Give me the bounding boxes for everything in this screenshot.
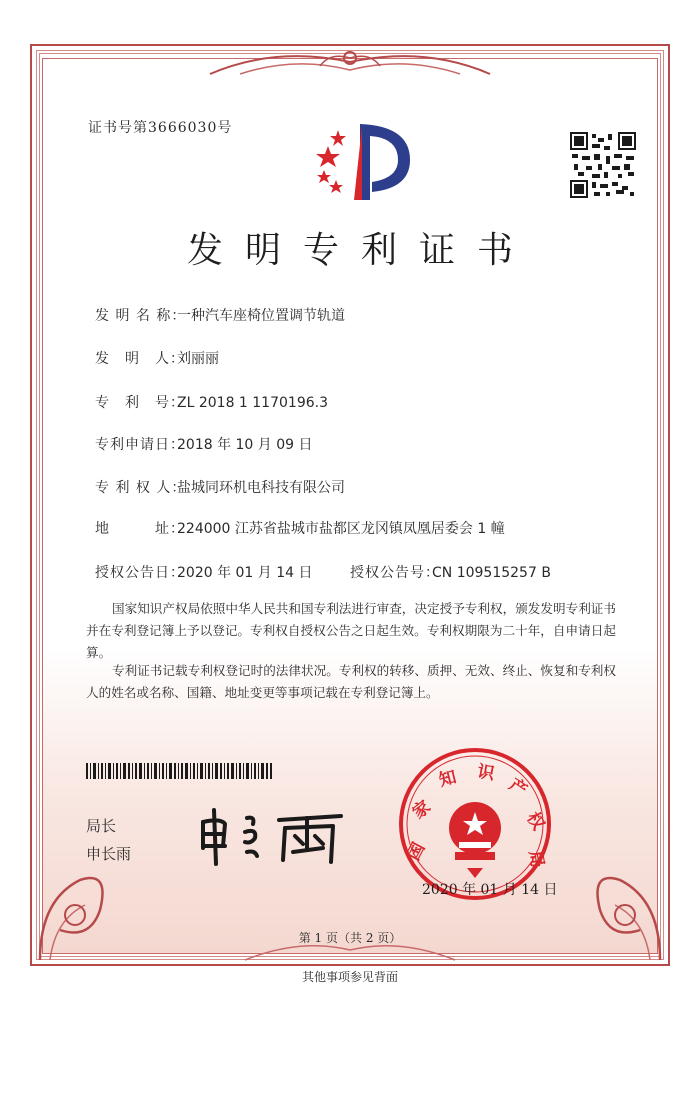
svg-text:权: 权 [522, 808, 549, 834]
field-label: 授权公告日： [95, 565, 185, 581]
field-label: 发 明 人： [95, 351, 185, 367]
field-value: 2020 年 01 月 14 日 [177, 565, 313, 581]
director-title: 局长 [86, 817, 117, 835]
field-value: 一种汽车座椅位置调节轨道 [177, 308, 345, 324]
field-label: 专 利 号： [95, 395, 185, 411]
field-patent-number [95, 392, 328, 412]
paragraph: 国家知识产权局依照中华人民共和国专利法进行审查，决定授予专利权，颁发发明专利证书并在专利登记簿上予以登记。专利权自授权公告之日起生效。专利权期限为二十年，自申请日起算。 [86, 601, 616, 660]
field-address [95, 518, 505, 538]
certificate-number: 证书号第3666030号 [88, 120, 233, 136]
qr-code-icon [570, 132, 636, 198]
svg-text:知: 知 [437, 767, 459, 791]
field-grant-number [350, 562, 551, 582]
field-label: 专 利 权 人： [95, 480, 187, 496]
field-invention-name [95, 305, 345, 325]
field-value: 2018 年 10 月 09 日 [177, 437, 313, 453]
top-ornament [200, 44, 500, 84]
patent-office-logo-icon [310, 116, 420, 202]
field-value: 224000 江苏省盐城市盐都区龙冈镇凤凰居委会 1 幢 [177, 521, 505, 537]
svg-text:局: 局 [524, 849, 548, 870]
field-label: 地 址： [95, 521, 185, 537]
svg-text:国: 国 [403, 839, 430, 864]
field-value: ZL 2018 1 1170196.3 [177, 395, 328, 411]
seal-date: 2020 年 01 月 14 日 [422, 882, 558, 898]
legal-status-note [86, 660, 616, 704]
bottom-right-ornament [580, 860, 670, 970]
field-patentee [95, 477, 345, 497]
field-value: CN 109515257 B [432, 565, 551, 581]
svg-text:产: 产 [505, 774, 531, 801]
field-label: 专利申请日： [95, 437, 185, 453]
field-grant-date [95, 562, 313, 582]
field-label: 发 明 名 称： [95, 308, 187, 324]
grant-statement [86, 598, 616, 664]
back-note: 其他事项参见背面 [301, 970, 398, 984]
director-name: 申长雨 [86, 845, 132, 863]
certificate-title: 发明专利证书 [186, 230, 535, 271]
field-value: 盐城同环机电科技有限公司 [177, 480, 345, 496]
field-value: 刘丽丽 [177, 351, 219, 367]
field-filing-date [95, 434, 313, 454]
svg-text:家: 家 [409, 796, 435, 824]
bottom-left-ornament [30, 860, 120, 970]
svg-text:识: 识 [475, 761, 496, 785]
paragraph: 专利证书记载专利权登记时的法律状况。专利权的转移、质押、无效、终止、恢复和专利权人的姓名或名称、国籍、地址变更等事项记载在专利登记簿上。 [86, 663, 616, 700]
signature-icon [195, 800, 350, 870]
field-inventor [95, 348, 219, 368]
barcode-icon [86, 763, 272, 779]
field-label: 授权公告号： [350, 565, 440, 581]
page-number: 第 1 页（共 2 页） [298, 931, 402, 945]
